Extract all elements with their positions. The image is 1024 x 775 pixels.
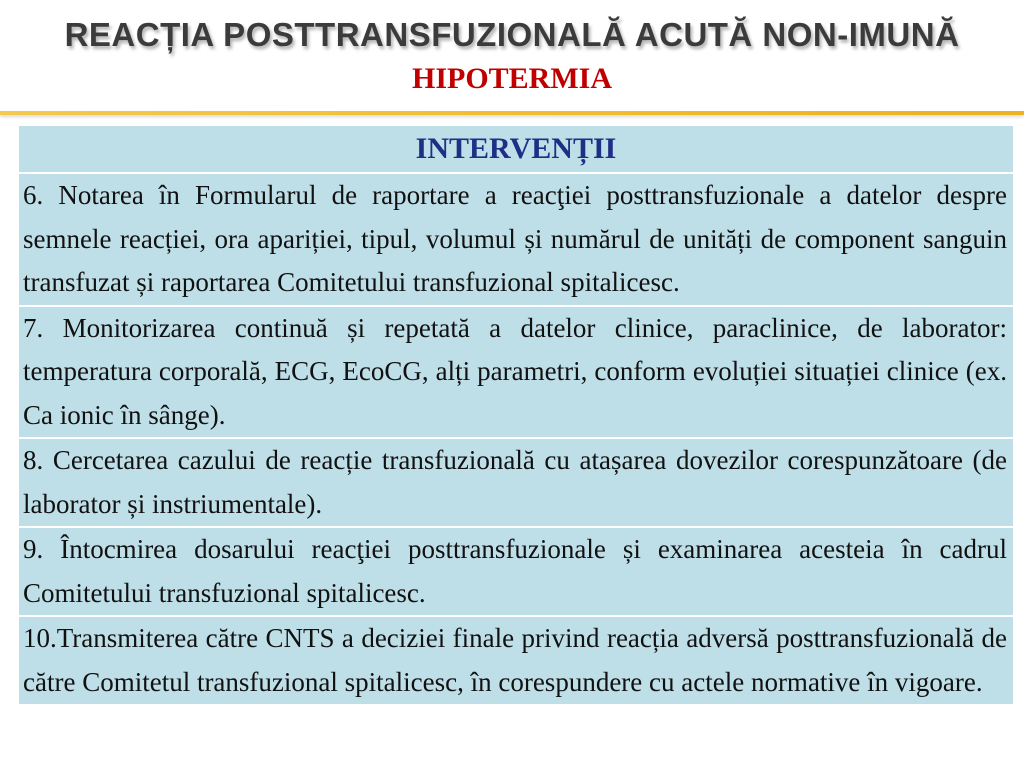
intervention-item-6: 6. Notarea în Formularul de raportare a reacţiei posttransfuzionale a datelor despre semnele reacției, ora apariției, tipul, volumul și numărul de unități de component sanguin transfuzat și raportarea Comitetului transfuzional spitalicesc. [19, 173, 1014, 306]
slide-header [0, 0, 1024, 112]
slide-subtitle: HIPOTERMIA [411, 62, 612, 95]
intervention-item-10: 10.Transmiterea către CNTS a deciziei finale privind reacția adversă posttransfuzională de către Comitetul transfuzional spitalicesc, în corespundere cu actele normative în vigoare. [19, 616, 1014, 704]
table-row [19, 616, 1014, 704]
slide-title: REACȚIA POSTTRANSFUZIONALĂ ACUTĂ NON-IMUNĂ [64, 16, 960, 53]
table-row [19, 527, 1014, 616]
table-header-row [19, 126, 1014, 174]
intervention-item-9: 9. Întocmirea dosarului reacţiei posttransfuzionale și examinarea acesteia în cadrul Comitetului transfuzional spitalicesc. [19, 527, 1014, 616]
table-row [19, 438, 1014, 527]
intervention-item-7: 7. Monitorizarea continuă și repetată a datelor clinice, paraclinice, de laborator: temperatura corporală, ECG, EcoCG, alți parametri, conform evoluției situației clinice (ex. Ca ionic în sânge). [19, 306, 1014, 439]
title-divider-line [0, 111, 1024, 115]
interventions-table [18, 125, 1014, 704]
table-header-cell: INTERVENȚII [19, 126, 1014, 174]
interventions-table-container [18, 125, 1014, 775]
table-row [19, 173, 1014, 306]
intervention-item-8: 8. Cercetarea cazului de reacție transfuzională cu atașarea dovezilor corespunzătoare (de laborator și instriumentale). [19, 438, 1014, 527]
table-row [19, 306, 1014, 439]
